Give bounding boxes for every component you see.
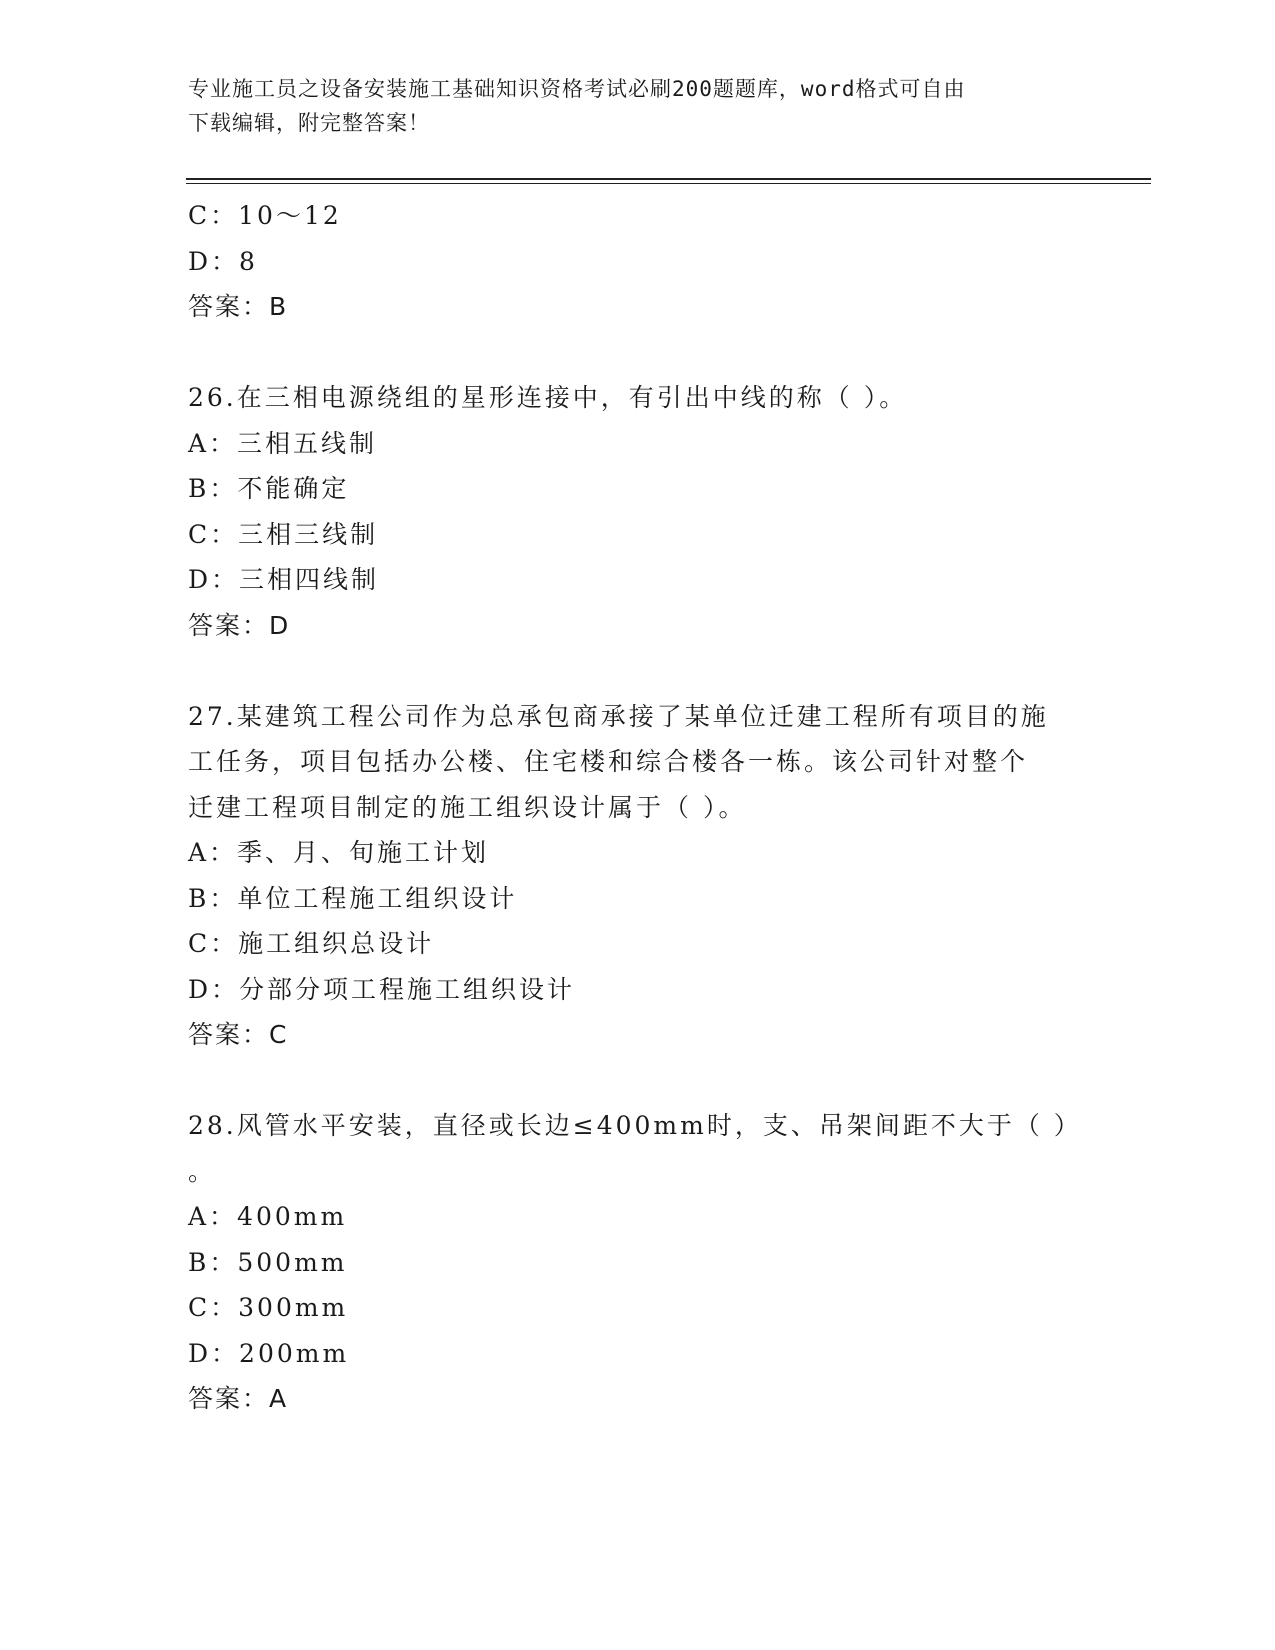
header-divider-thick [186,178,1151,180]
question-text-line-2: 工任务，项目包括办公楼、住宅楼和综合楼各一栋。该公司针对整个 [188,747,1029,776]
header-title-line-1: 专业施工员之设备安装施工基础知识资格考试必刷200题题库，word格式可自由 [188,77,966,101]
question-text-line-3: 迁建工程项目制定的施工组织设计属于（ ）。 [188,792,747,822]
question-25-tail [188,193,1088,330]
question-27 [188,694,1088,1058]
option-a: A：三相五线制 [188,428,378,458]
question-text: 26.在三相电源绕组的星形连接中，有引出中线的称（ ）。 [188,383,908,412]
header-title-line-2: 下载编辑，附完整答案！ [188,111,430,135]
option-b: B：不能确定 [188,474,350,503]
option-d: D：200mm [188,1338,350,1368]
spacer [188,1058,1088,1104]
option-d: D：8 [188,246,258,276]
option-d: D：分部分项工程施工组织设计 [188,974,576,1004]
document-header [188,72,1088,140]
option-a: A：季、月、旬施工计划 [188,838,490,867]
question-text-line-2: 。 [188,1156,217,1186]
question-28 [188,1103,1088,1422]
document-body [188,193,1088,1422]
question-text-line-1: 28.风管水平安装，直径或长边≤400mm时，支、吊架间距不大于（ ） [188,1111,1082,1140]
question-text-line-1: 27.某建筑工程公司作为总承包商承接了某单位迁建工程所有项目的施 [188,701,1049,731]
option-c: C：10～12 [188,201,342,230]
option-c: C：施工组织总设计 [188,929,435,958]
option-a: A：400mm [188,1202,348,1231]
header-divider-thin [186,183,1151,184]
option-b: B：500mm [188,1247,348,1277]
answer-line: 答案：C [188,1020,289,1049]
option-d: D：三相四线制 [188,565,380,594]
spacer [188,330,1088,376]
answer-line: 答案：A [188,1384,289,1413]
answer-line: 答案：B [188,292,289,321]
question-26 [188,375,1088,648]
option-c: C：300mm [188,1293,349,1322]
spacer [188,648,1088,694]
option-c: C：三相三线制 [188,519,379,549]
answer-line: 答案：D [188,610,291,640]
option-b: B：单位工程施工组织设计 [188,883,518,913]
